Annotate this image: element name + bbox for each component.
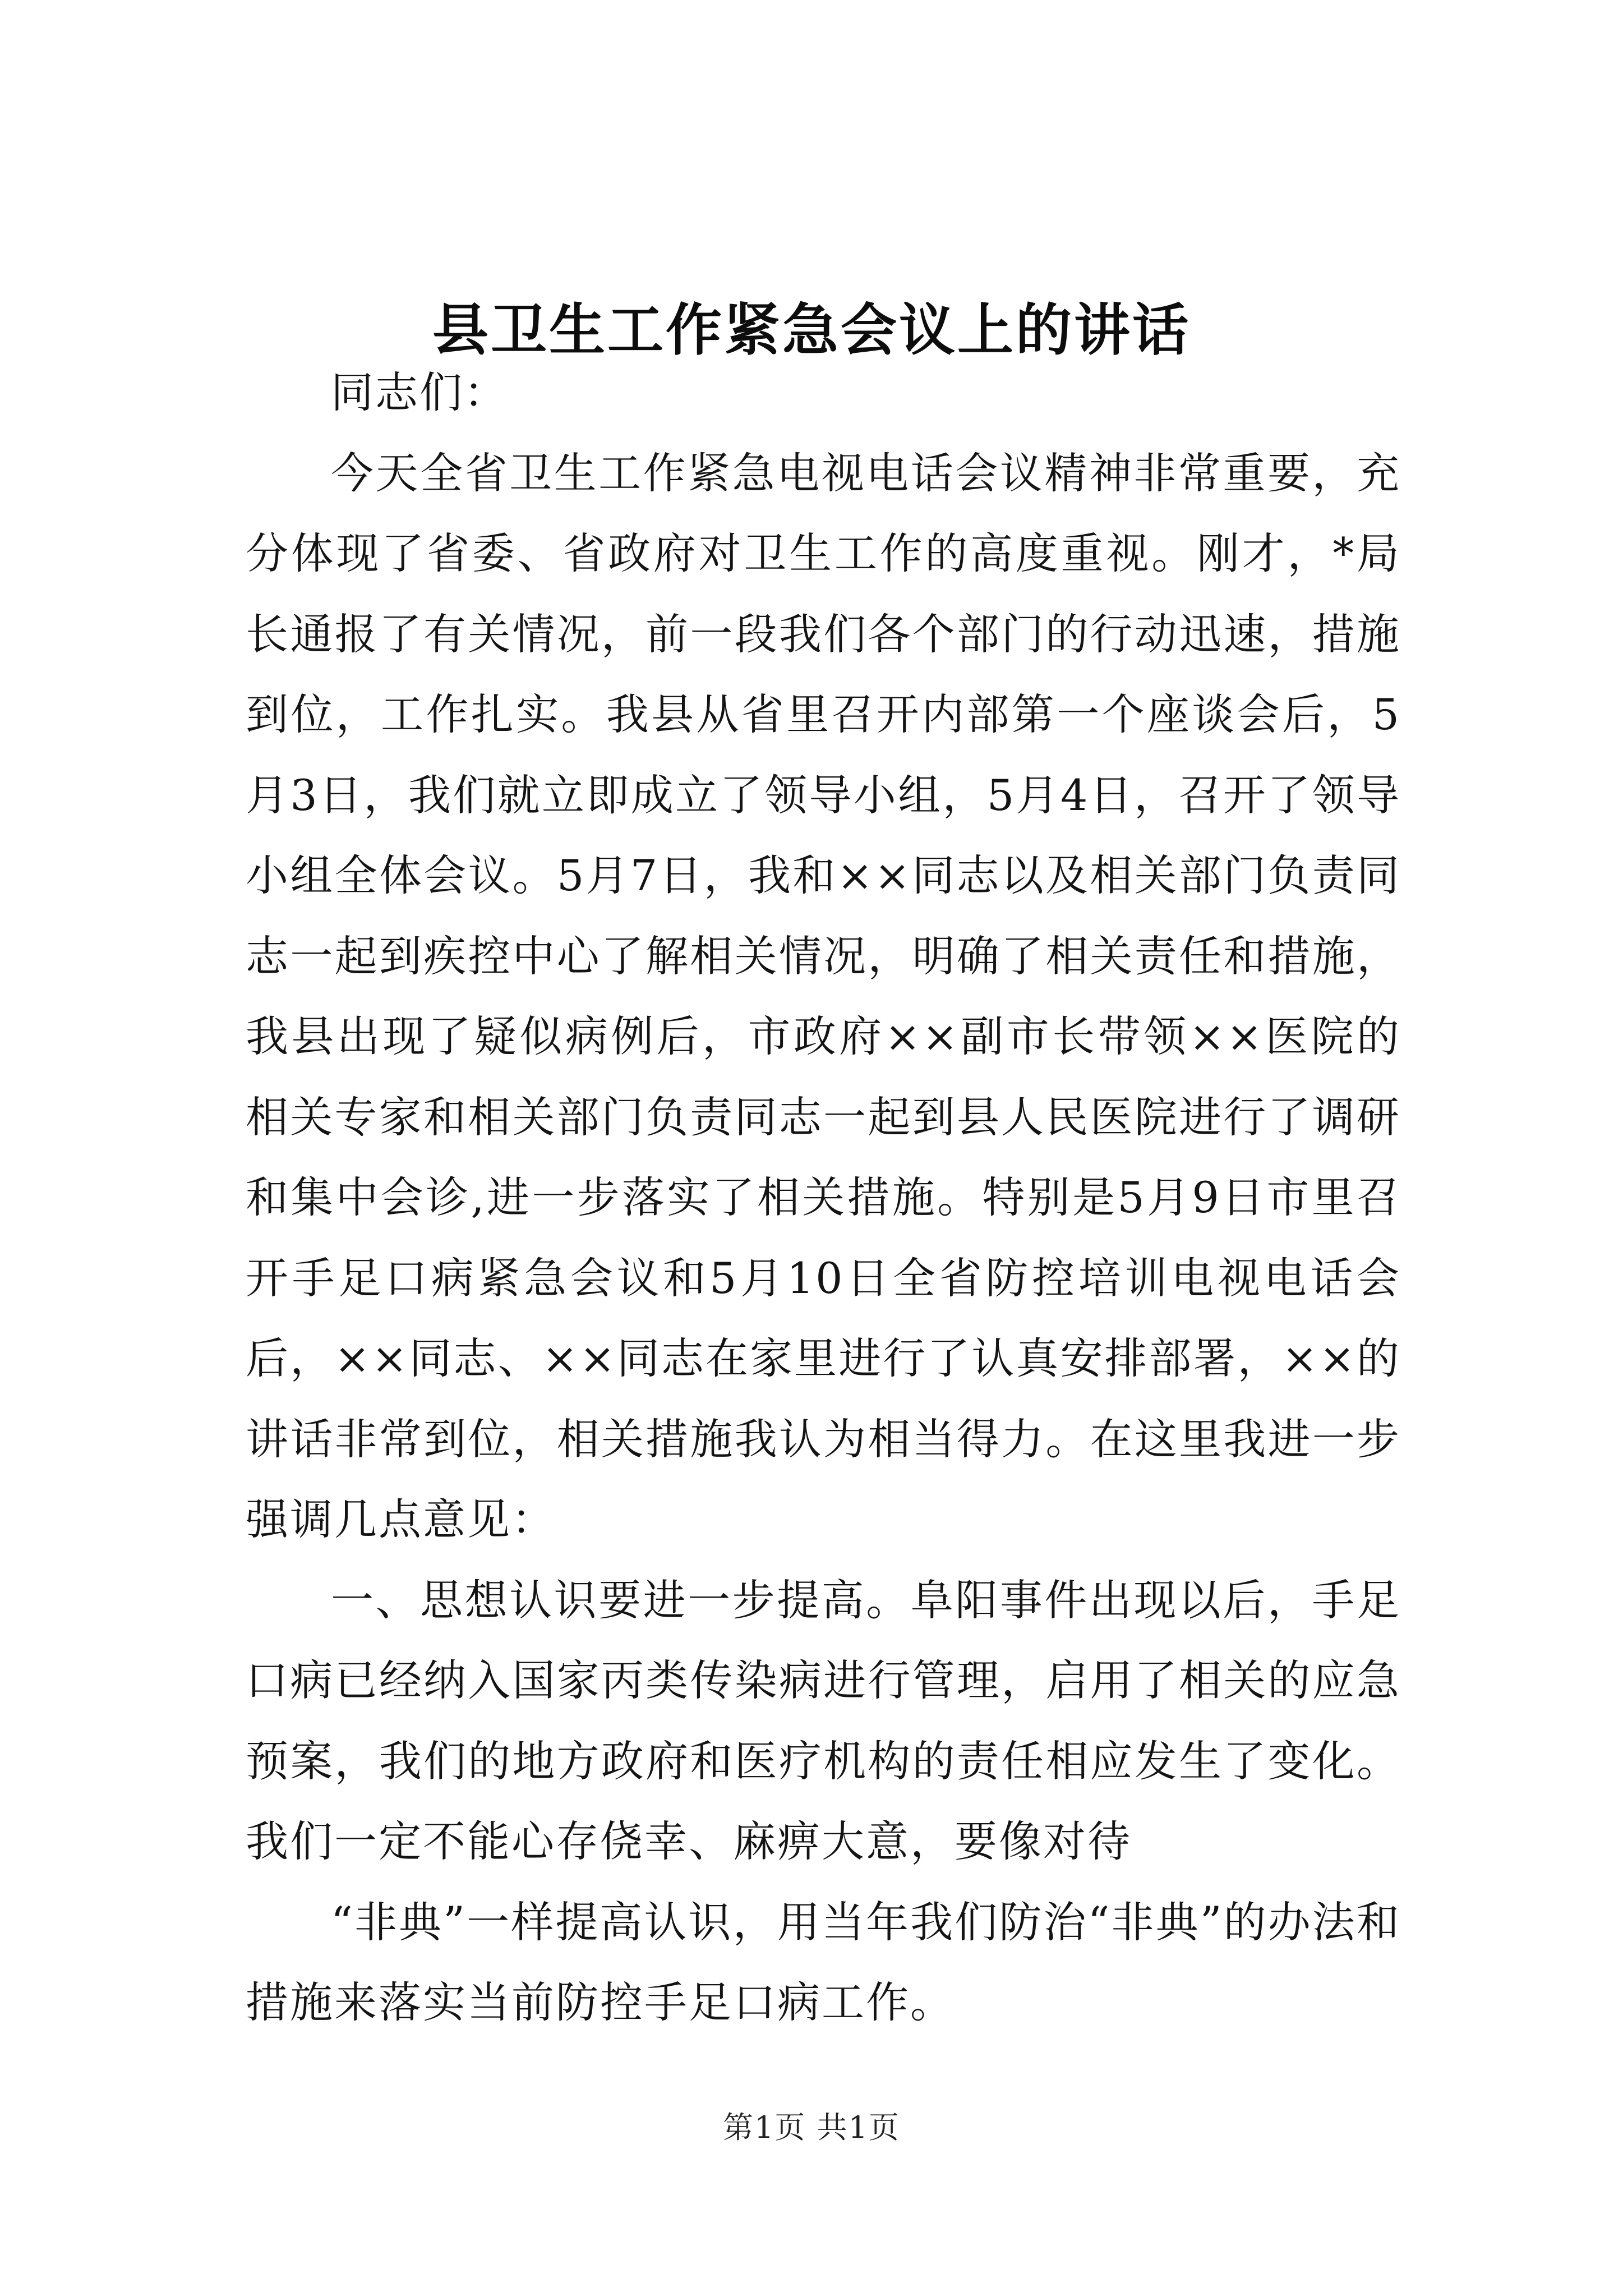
body-paragraph: 今天全省卫生工作紧急电视电话会议精神非常重要，充分体现了省委、省政府对卫生工作的高度重视。刚才，*局长通报了有关情况，前一段我们各个部门的行动迅速，措施到位，工作扎实。我县从省里召开内部第一个座谈会后，5月3日，我们就立即成立了领导小组，5月4日，召开了领导小组全体会议。5月7日，我和××同志以及相关部门负责同志一起到疾控中心了解相关情况，明确了相关责任和措施，我县出现了疑似病例后，市政府××副市长带领××医院的相关专家和相关部门负责同志一起到县人民医院进行了调研和集中会诊,进一步落实了相关措施。特别是5月9日市里召开手足口病紧急会议和5月10日全省防控培训电视电话会后，××同志、××同志在家里进行了认真安排部署，××的讲话非常到位，相关措施我认为相当得力。在这里我进一步强调几点意见：	[246, 448, 1401, 1544]
body-paragraph: 一、思想认识要进一步提高。阜阳事件出现以后，手足口病已经纳入国家丙类传染病进行管理，启用了相关的应急预案，我们的地方政府和医疗机构的责任相应发生了变化。我们一定不能心存侥幸、麻痹大意，要像对待	[246, 1575, 1401, 1866]
greeting-paragraph: 同志们：	[331, 367, 508, 417]
document-body	[246, 352, 1401, 2043]
page-footer: 第1页 共1页	[723, 2110, 900, 2145]
body-paragraph: “非典”一样提高认识，用当年我们防治“非典”的办法和措施来落实当前防控手足口病工作。	[246, 1897, 1401, 2027]
document-title: 县卫生工作紧急会议上的讲话	[432, 297, 1191, 363]
